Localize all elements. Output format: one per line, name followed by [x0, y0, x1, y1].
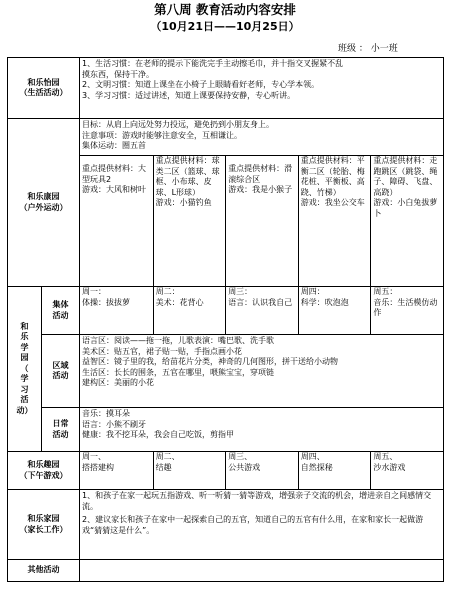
group-day-3: 周三： 语言：认识我自己 [225, 287, 298, 334]
group-day-2: 周二： 美术：花背心 [153, 287, 226, 334]
daily-activity-label: 日常 活动 [42, 408, 80, 452]
life-item: 摸东西，保持干净。 [82, 69, 154, 79]
daily-item: 音乐：摸耳朵 [82, 409, 130, 418]
outdoor-row [8, 119, 444, 287]
outdoor-zone-2: 重点提供材料：球类二区（篮球、球框、小布球、皮球、L形球） 游戏：小猫钓鱼 [153, 156, 226, 286]
game-day-4: 周四、 自然探秘 [298, 452, 371, 489]
outdoor-notice: 注意事项：游戏时能够注意安全，互相谦让。 [82, 130, 242, 140]
date-range: （10月21日——10月25日） [150, 20, 300, 33]
study-daily-row [8, 408, 444, 452]
family-label: 和乐家园 （家长工作） [8, 490, 80, 560]
daily-item: 语言：小熊不刷牙 [82, 419, 146, 429]
class-label: 班级 ： 小一班 [338, 44, 398, 54]
area-item: 生活区：长长的围条，五官在哪里，喂熊宝宝，穿项链 [82, 367, 274, 377]
life-label: 和乐怡园 （生活活动） [8, 58, 80, 119]
area-activity-content [80, 335, 444, 408]
outdoor-zone-5: 重点提供材料：走跑跳区（跳袋、绳子、障碍、飞盘、高跷） 游戏：小白兔拔萝卜 [370, 156, 443, 286]
group-activity-label: 集体 活动 [42, 287, 80, 335]
game-day-1: 周一、 搭搭建构 [82, 452, 114, 472]
life-content [80, 58, 444, 119]
area-item: 美术区：贴五官，裙子贴一贴，手指点画小花 [82, 346, 242, 356]
outdoor-label: 和乐康园 （户外运动） [8, 119, 80, 287]
group-day-5: 周五： 音乐：生活模仿动作 [370, 287, 443, 334]
life-item: 2、文明习惯：知道上课坐在小椅子上眼睛看好老师，专心学本领。 [82, 80, 320, 89]
group-day-4: 周四： 科学：吹泡泡 [298, 287, 371, 334]
schedule-table [7, 57, 444, 582]
other-label: 其他活动 [8, 560, 80, 582]
outdoor-zone-1: 重点提供材料：大型玩具2 游戏：大风和树叶 [82, 164, 146, 194]
study-group-row [8, 287, 444, 335]
life-row [8, 58, 444, 119]
area-item: 语言区：阅读——拖一拖，儿歌表演：嘴巴歌、洗手歌 [82, 336, 274, 345]
game-day-2: 周二、 结趣 [153, 452, 226, 489]
game-day-5: 周五、 沙水游戏 [370, 452, 443, 489]
outdoor-zones [80, 156, 443, 286]
games-content [80, 452, 444, 490]
life-item: 3、学习习惯：适过讲述，知道上课要保持安静，专心听讲。 [82, 90, 296, 100]
daily-activity-content [80, 408, 444, 452]
group-activity-content [80, 287, 444, 335]
study-area-row [8, 335, 444, 408]
area-activity-label: 区域 活动 [42, 335, 80, 408]
life-item: 1、生活习惯：在老师的提示下能洗完手主动擦毛巾，并十指交叉握紧不乱 [82, 59, 344, 68]
study-label: 和 乐 学 园 （ 学 习 活 动） [8, 287, 42, 452]
other-content [80, 560, 444, 582]
outdoor-goal: 目标：从肩上向远处努力投远，避免扔到小朋友身上。 [82, 120, 274, 129]
group-day-1: 周一： 体操：拔拔萝 [82, 287, 130, 307]
area-item: 益智区：镜子里的我，给苗花片分类，神奇的几何图形，拼干送给小动物 [82, 357, 338, 366]
family-content [80, 490, 444, 560]
daily-item: 健康：我不挖耳朵，我会自己吃饭，剪指甲 [82, 430, 234, 439]
outdoor-content [80, 119, 444, 287]
outdoor-zone-3: 重点提供材料：滑滚综合区 游戏：我是小猴子 [225, 156, 298, 286]
outdoor-group: 集体运动：圈五首 [82, 141, 146, 150]
games-label: 和乐趣园 （下午游戏） [8, 452, 80, 490]
family-item: 2、建议家长和孩子在家中一起探索自己的五官，知道自己的五官有什么用，在家和家长一起做游戏“猜猜这是什么”。 [82, 515, 424, 535]
family-item: 1、和孩子在家一起玩五指游戏、听一听猜一猜等游戏，增强亲子交流的机会，增进亲自之间感情交流。 [82, 491, 432, 511]
area-item: 建构区：美丽的小花 [82, 378, 154, 387]
other-row [8, 560, 444, 582]
outdoor-zone-4: 重点提供材料：平衡二区（轮胎、梅花桩、平衡板、高跷、竹梯） 游戏：我坐公交车 [298, 156, 371, 286]
family-row [8, 490, 444, 560]
game-day-3: 周三、 公共游戏 [225, 452, 298, 489]
page-title: 第八周 教育活动内容安排 [154, 2, 296, 17]
games-row [8, 452, 444, 490]
